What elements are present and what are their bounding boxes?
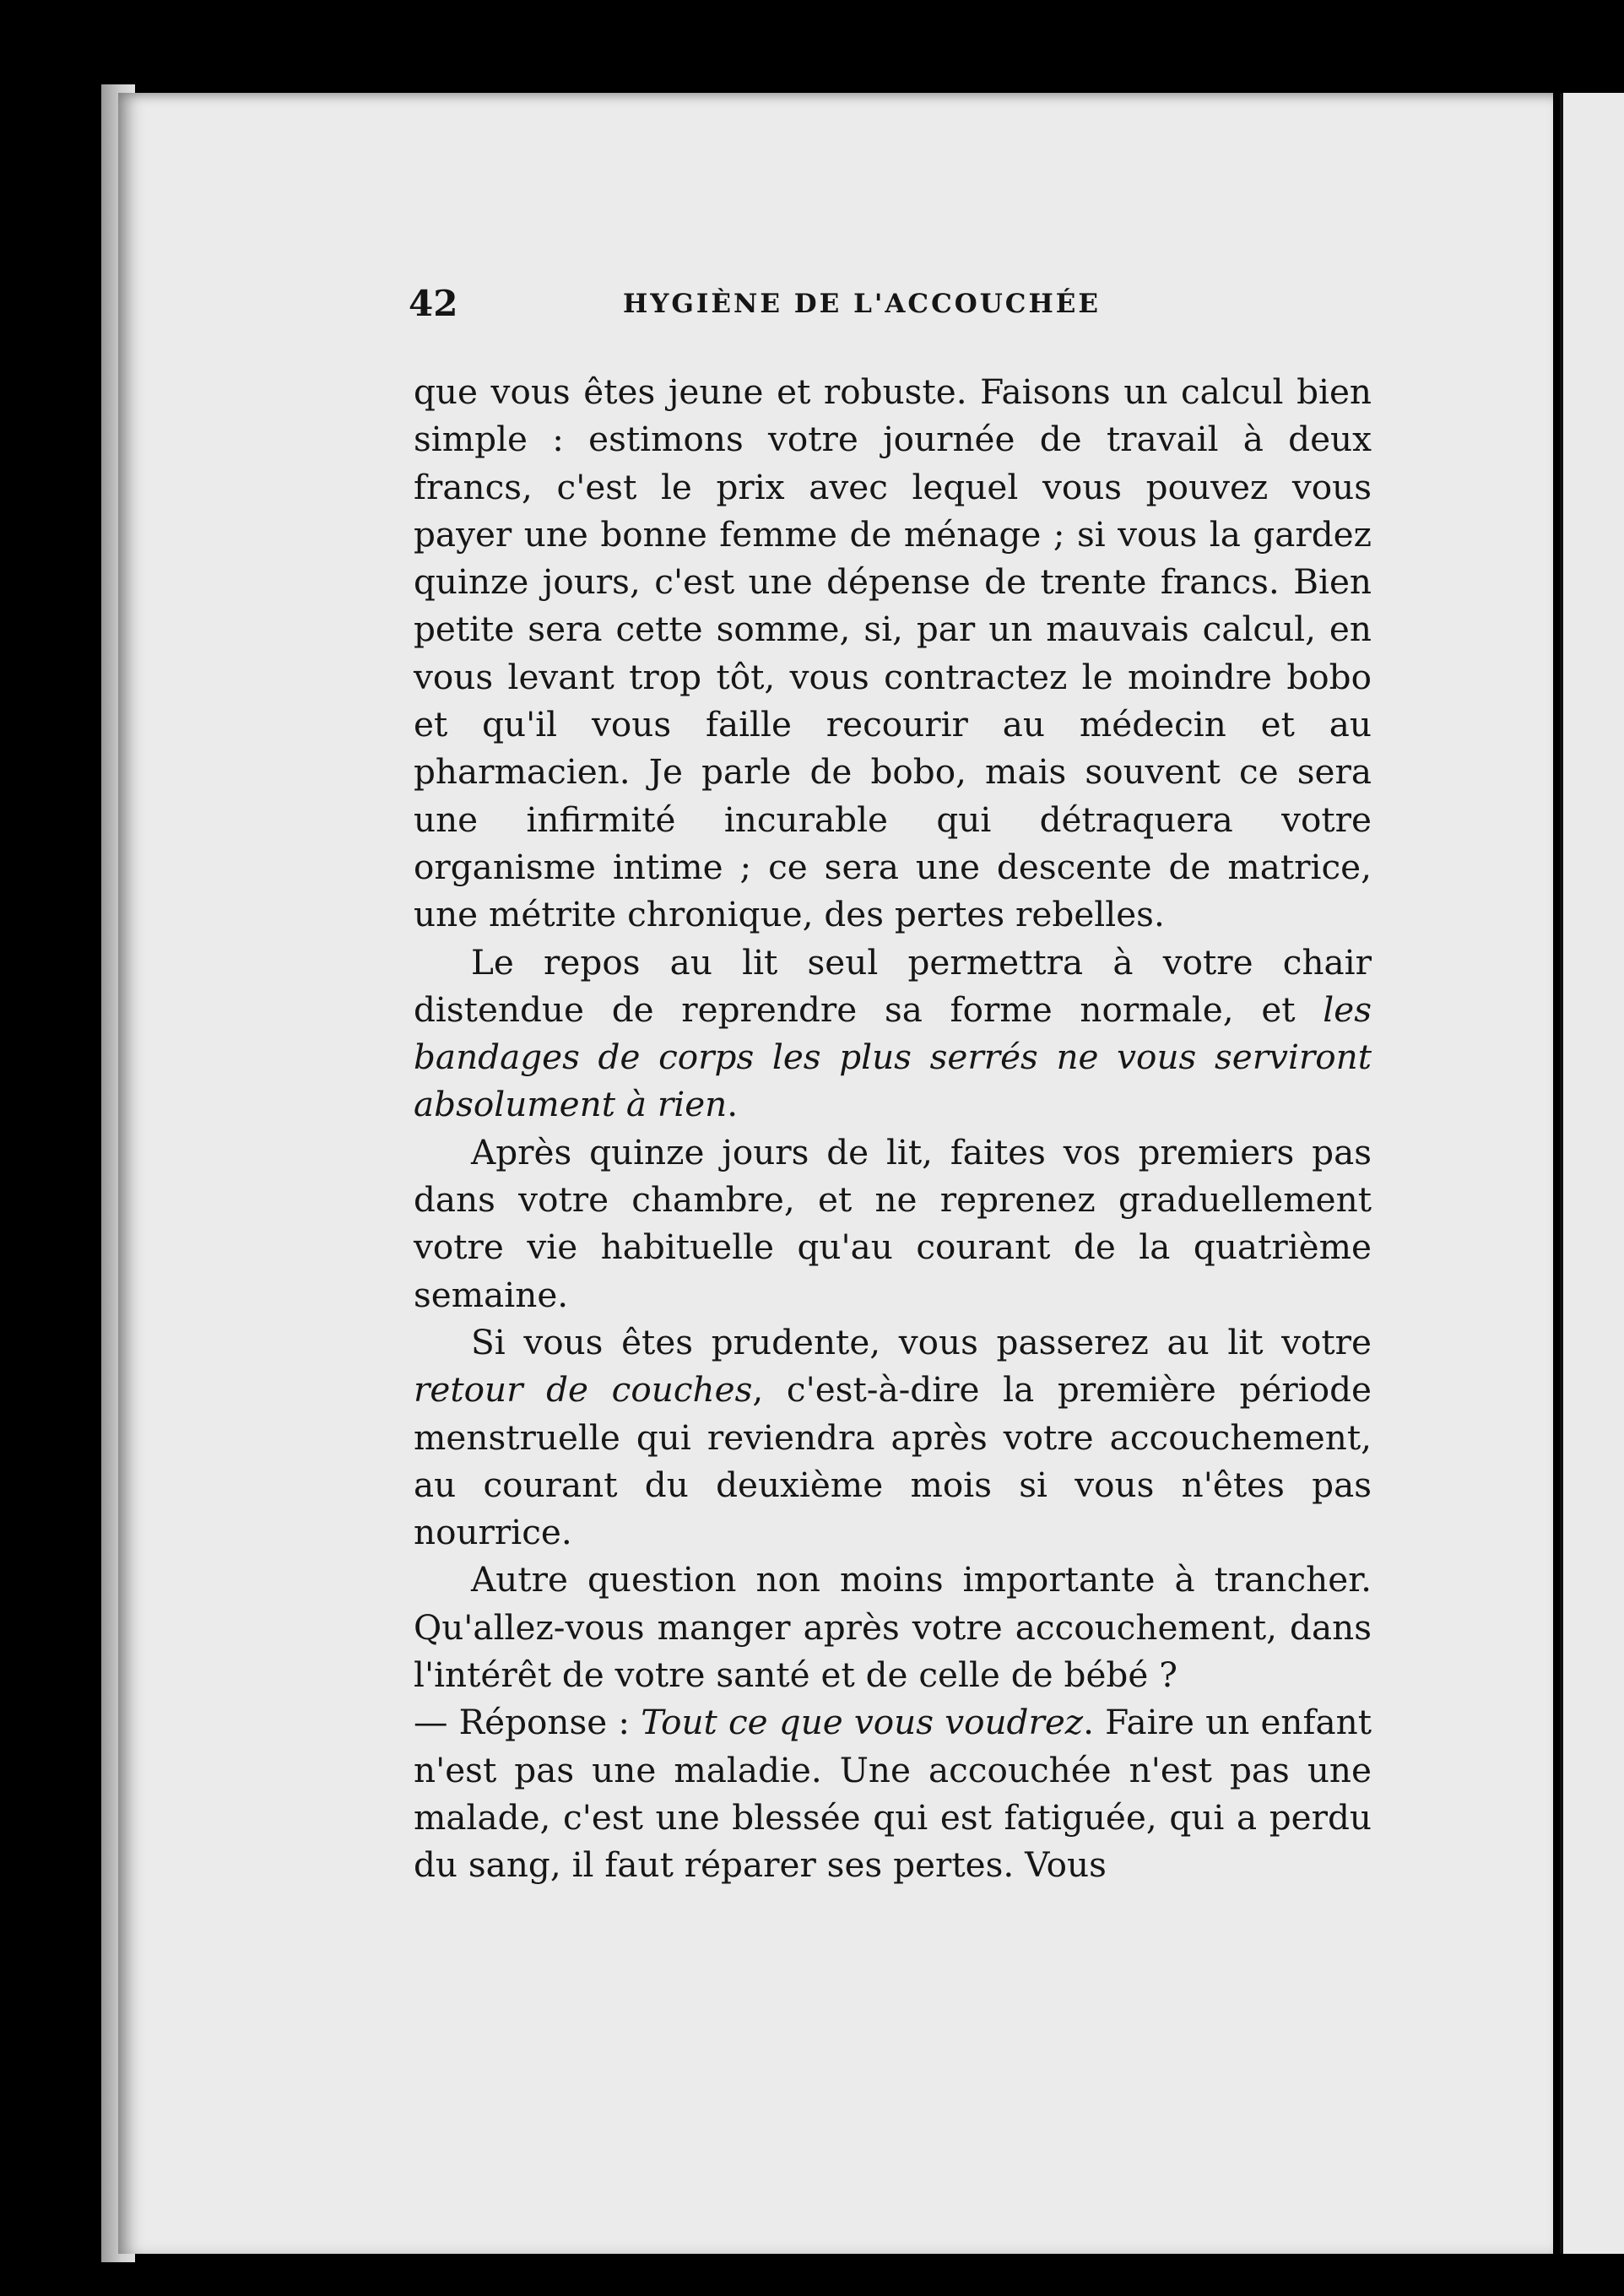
paragraph-2-italic: les bandages de corps les plus serrés ne vous serviront absolument à rien [414,988,1372,1125]
paragraph-5 [414,1556,1372,1698]
page-body [414,368,1372,1889]
paragraph-2-lead: Le repos au lit seul permettra à votre chair distendue de reprendre sa forme normale, et [414,941,1372,1030]
facing-page-edge [1560,93,1624,2254]
paragraph-6-tail: . Faire un enfant n'est pas une maladie. Une accouchée n'est pas une malade, c'est une blessée qui est fatiguée, qui a perdu du sang, il faut réparer ses pertes. Vous [414,1702,1372,1886]
paragraph-6-italic: Tout ce que vous voudrez [641,1702,1084,1743]
page-header [409,279,1362,329]
paragraph-4-lead: Si vous êtes prudente, vous passerez au lit votre [471,1321,1372,1362]
paragraph-2-tail: . [727,1084,739,1125]
paragraph-1-text: que vous êtes jeune et robuste. Faisons un calcul bien simple : estimons votre journée de travail à deux francs, c'est le prix avec lequel vous pouvez vous payer une bonne femme de ménage ; si vous la gardez quinze jours, c'est une dépense de trente francs. Bien petite sera cette somme, si, par un mauvais calcul, en vous levant trop tôt, vous contractez le moindre bobo et qu'il vous faille recourir au médecin et au pharmacien. Je parle de bobo, mais souvent ce sera une infirmité incurable qui détraquera votre organisme intime ; ce sera une descente de matrice, une métrite chronique, des pertes rebelles. [414,371,1372,935]
paragraph-1 [414,368,1372,939]
paragraph-6 [414,1698,1372,1888]
paragraph-4-italic: retour de couches [414,1369,753,1411]
running-title: HYGIÈNE DE L'ACCOUCHÉE [623,289,1102,319]
paragraph-4-tail: , c'est-à-dire la première période menstruelle qui reviendra après votre accouchement, au courant du deuxième mois si vous n'êtes pas nourrice. [414,1369,1372,1553]
paragraph-3 [414,1129,1372,1319]
paragraph-5-text: Autre question non moins importante à trancher. Qu'allez-vous manger après votre accouchement, dans l'intérêt de votre santé et de celle de bébé ? [414,1559,1372,1696]
paragraph-3-text: Après quinze jours de lit, faites vos premiers pas dans votre chambre, et ne reprenez graduellement votre vie habituelle qu'au courant de la quatrième semaine. [414,1131,1372,1315]
paragraph-2 [414,939,1372,1129]
page-number: 42 [409,283,458,324]
paragraph-4 [414,1319,1372,1556]
paragraph-6-lead: — Réponse : [414,1702,641,1743]
